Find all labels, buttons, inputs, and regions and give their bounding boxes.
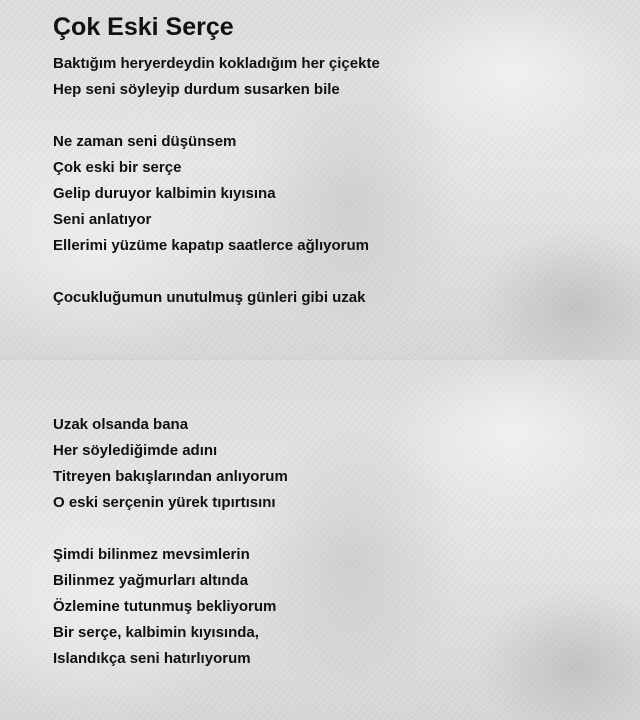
poem-line: Baktığım heryerdeydin kokladığım her çiçekte bbox=[53, 55, 380, 72]
poem-line: Bilinmez yağmurları altında bbox=[53, 572, 249, 589]
poem-line: Islandıkça seni hatırlıyorum bbox=[53, 650, 251, 667]
poem-line: Hep seni söyleyip durdum susarken bile bbox=[53, 81, 340, 98]
poem-line: Ne zaman seni düşünsem bbox=[53, 133, 237, 150]
stanza-3 bbox=[53, 285, 366, 311]
stanza-2 bbox=[53, 129, 369, 259]
poem-line: O eski serçenin yürek tıpırtısını bbox=[53, 494, 276, 511]
poem-line: Uzak olsanda bana bbox=[53, 416, 189, 433]
poem-panel-bottom bbox=[0, 360, 640, 720]
poem-title: Çok Eski Serçe bbox=[53, 13, 234, 41]
poem-line: Her söylediğimde adını bbox=[53, 442, 218, 459]
poem-line: Bir serçe, kalbimin kıyısında, bbox=[53, 624, 259, 641]
poem-line: Ellerimi yüzüme kapatıp saatlerce ağlıyorum bbox=[53, 237, 369, 254]
stanza-5 bbox=[53, 542, 276, 672]
poem-line: Şimdi bilinmez mevsimlerin bbox=[53, 546, 250, 563]
poem-line: Özlemine tutunmuş bekliyorum bbox=[53, 598, 277, 615]
poem-line: Titreyen bakışlarından anlıyorum bbox=[53, 468, 288, 485]
poem-line: Çocukluğumun unutulmuş günleri gibi uzak bbox=[53, 289, 366, 306]
poem-line: Seni anlatıyor bbox=[53, 211, 152, 228]
stanza-1 bbox=[53, 51, 380, 103]
poem-line: Gelip duruyor kalbimin kıyısına bbox=[53, 185, 276, 202]
poem-line: Çok eski bir serçe bbox=[53, 159, 182, 176]
stanza-4 bbox=[53, 412, 288, 516]
